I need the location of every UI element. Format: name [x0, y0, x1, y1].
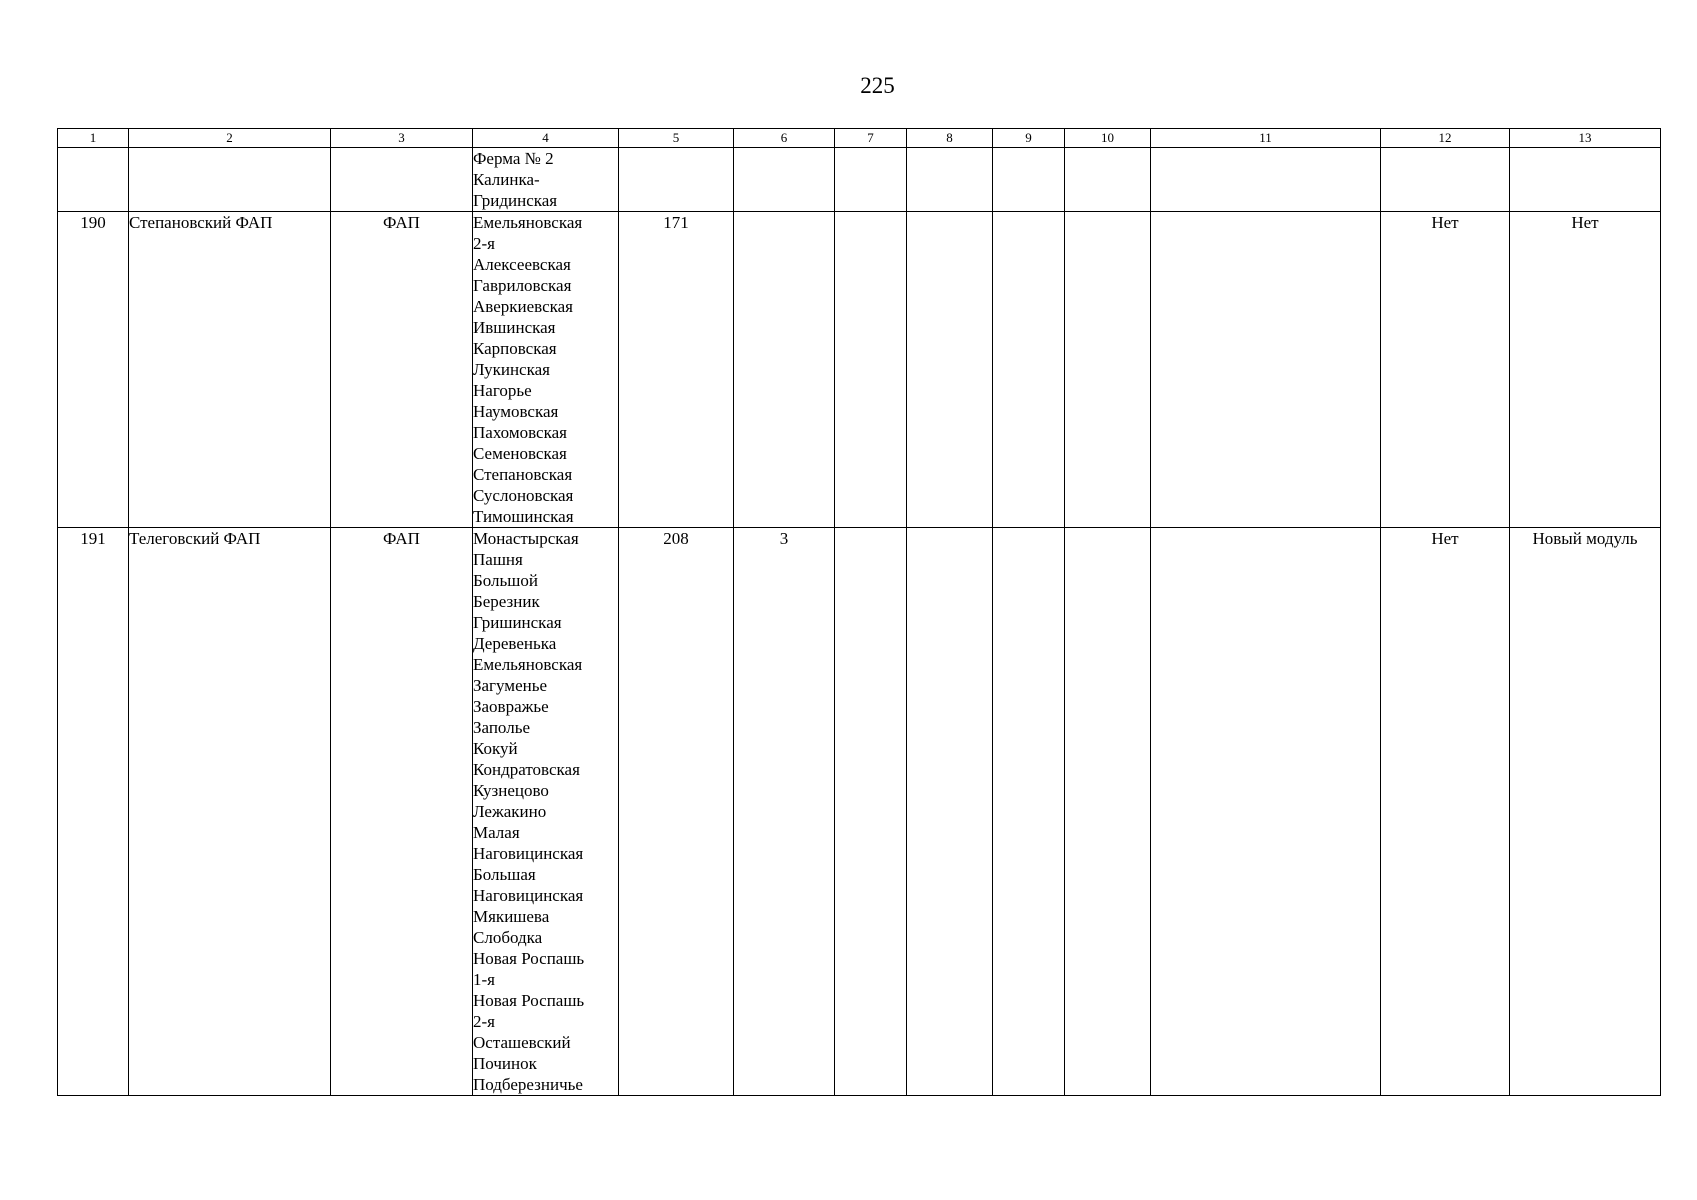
- col13-cell: [1510, 148, 1661, 212]
- col11-cell: [1151, 212, 1381, 528]
- column-number-row: [58, 129, 1661, 148]
- col6-cell: [734, 148, 835, 212]
- col8-cell: [907, 528, 993, 1096]
- facility-type-cell: [331, 148, 473, 212]
- col7-cell: [835, 528, 907, 1096]
- settlement-name: Заполье: [473, 718, 530, 737]
- settlement-name: Ферма № 2: [473, 149, 554, 168]
- facility-type-cell: ФАП: [331, 528, 473, 1096]
- facility-name-cell: Телеговский ФАП: [129, 528, 331, 1096]
- settlement-name: Емельяновская: [473, 213, 583, 232]
- col10-cell: [1065, 528, 1151, 1096]
- table-row: [58, 148, 1661, 212]
- settlement-name: Наумовская: [473, 402, 559, 421]
- settlement-name: Лежакино: [473, 802, 547, 821]
- settlement-name: Лукинская: [473, 360, 550, 379]
- settlement-name: Монастырская: [473, 529, 579, 548]
- row-number-cell: [58, 148, 129, 212]
- col8-cell: [907, 212, 993, 528]
- settlement-name: Алексеевская: [473, 255, 571, 274]
- settlement-name: Кондратовская: [473, 760, 580, 779]
- settlement-name: Аверкиевская: [473, 297, 573, 316]
- column-number: 2: [129, 129, 331, 148]
- col9-cell: [993, 212, 1065, 528]
- settlement-name: Слободка: [473, 928, 543, 947]
- col11-cell: [1151, 148, 1381, 212]
- col5-cell: [619, 148, 734, 212]
- settlement-name: Мякишева: [473, 907, 550, 926]
- settlements-cell: [473, 148, 619, 212]
- settlement-name: 2-я: [473, 1012, 495, 1031]
- settlement-name: Пахомовская: [473, 423, 567, 442]
- facility-type-cell: ФАП: [331, 212, 473, 528]
- col12-cell: Нет: [1381, 528, 1510, 1096]
- settlement-name: Малая: [473, 823, 520, 842]
- settlement-name: Семеновская: [473, 444, 567, 463]
- settlement-name: Емельяновская: [473, 655, 583, 674]
- page-number: 225: [860, 73, 895, 98]
- col7-cell: [835, 212, 907, 528]
- settlement-name: Деревенька: [473, 634, 557, 653]
- settlement-name: Наговицинская: [473, 886, 584, 905]
- settlement-name: Гридинская: [473, 191, 558, 210]
- table-row: [58, 528, 1661, 1096]
- settlements-cell: [473, 212, 619, 528]
- settlement-name: Нагорье: [473, 381, 532, 400]
- settlement-name: Большой: [473, 571, 538, 590]
- settlement-name: Большая: [473, 865, 536, 884]
- settlement-name: Заовражье: [473, 697, 549, 716]
- row-number-cell: 191: [58, 528, 129, 1096]
- column-number: 12: [1381, 129, 1510, 148]
- settlement-name: Гришинская: [473, 613, 562, 632]
- column-number: 3: [331, 129, 473, 148]
- column-number: 4: [473, 129, 619, 148]
- column-number: 11: [1151, 129, 1381, 148]
- settlement-name: Суслоновская: [473, 486, 574, 505]
- column-number: 8: [907, 129, 993, 148]
- col9-cell: [993, 528, 1065, 1096]
- col12-cell: Нет: [1381, 212, 1510, 528]
- settlement-name: 2-я: [473, 234, 495, 253]
- settlement-name: Кузнецово: [473, 781, 549, 800]
- settlement-name: Новая Роспашь: [473, 949, 585, 968]
- settlements-cell: [473, 528, 619, 1096]
- settlement-name: 1-я: [473, 970, 495, 989]
- settlement-name: Степановская: [473, 465, 573, 484]
- column-number: 7: [835, 129, 907, 148]
- col8-cell: [907, 148, 993, 212]
- settlement-name: Пашня: [473, 550, 523, 569]
- row-number-cell: 190: [58, 212, 129, 528]
- settlement-name: Калинка-: [473, 170, 540, 189]
- settlement-name: Наговицинская: [473, 844, 584, 863]
- column-number: 5: [619, 129, 734, 148]
- settlement-name: Новая Роспашь: [473, 991, 585, 1010]
- settlement-name: Ившинская: [473, 318, 556, 337]
- settlement-name: Кокуй: [473, 739, 518, 758]
- col7-cell: [835, 148, 907, 212]
- settlement-name: Осташевский: [473, 1033, 571, 1052]
- col10-cell: [1065, 148, 1151, 212]
- column-number: 1: [58, 129, 129, 148]
- table-row: [58, 212, 1661, 528]
- facility-name-cell: [129, 148, 331, 212]
- col12-cell: [1381, 148, 1510, 212]
- settlement-name: Загуменье: [473, 676, 548, 695]
- col6-cell: 3: [734, 528, 835, 1096]
- settlement-name: Березник: [473, 592, 540, 611]
- column-number: 9: [993, 129, 1065, 148]
- column-number: 10: [1065, 129, 1151, 148]
- settlement-name: Гавриловская: [473, 276, 572, 295]
- settlement-name: Подберезничье: [473, 1075, 583, 1094]
- col13-cell: Новый модуль: [1510, 528, 1661, 1096]
- col10-cell: [1065, 212, 1151, 528]
- col6-cell: [734, 212, 835, 528]
- column-number: 13: [1510, 129, 1661, 148]
- settlement-name: Починок: [473, 1054, 537, 1073]
- facility-name-cell: Степановский ФАП: [129, 212, 331, 528]
- column-number: 6: [734, 129, 835, 148]
- settlement-name: Тимошинская: [473, 507, 574, 526]
- col9-cell: [993, 148, 1065, 212]
- col5-cell: 171: [619, 212, 734, 528]
- facility-table: [57, 128, 1661, 1096]
- col11-cell: [1151, 528, 1381, 1096]
- col5-cell: 208: [619, 528, 734, 1096]
- col13-cell: Нет: [1510, 212, 1661, 528]
- settlement-name: Карповская: [473, 339, 557, 358]
